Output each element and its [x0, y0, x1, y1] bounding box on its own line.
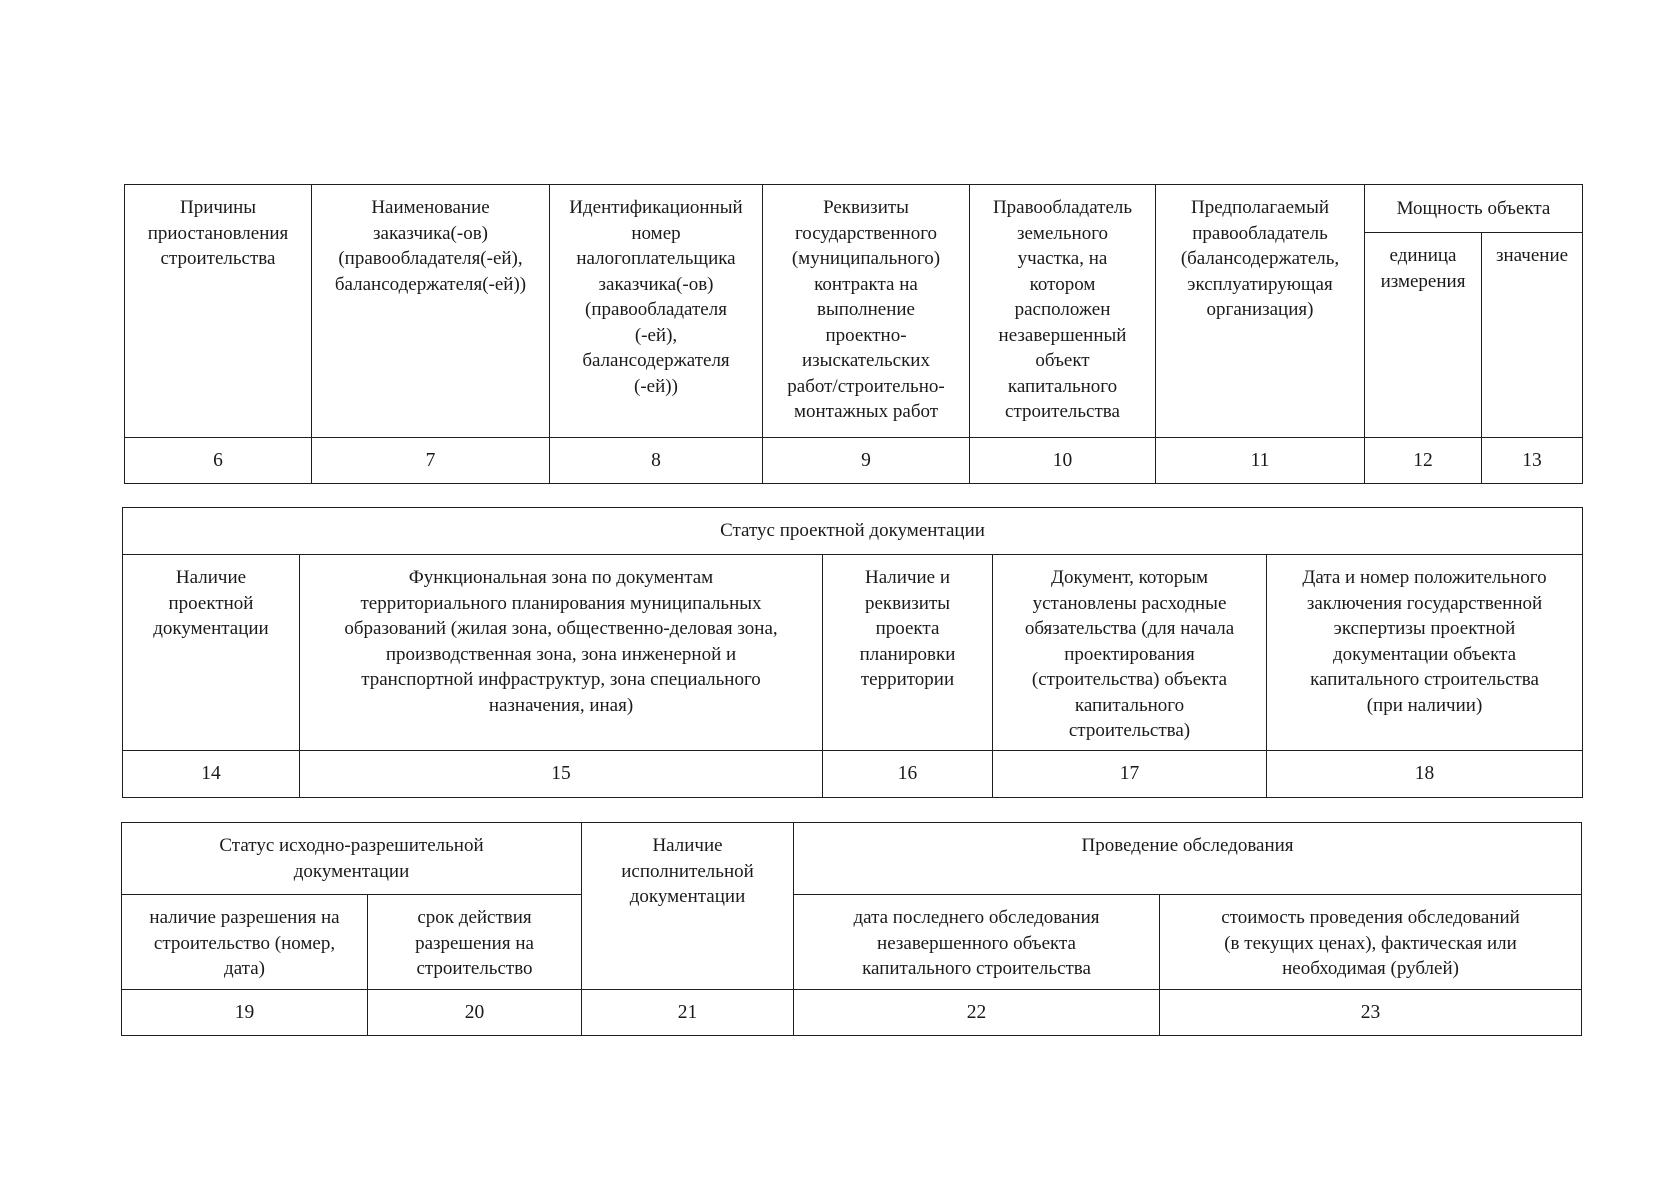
column-number: 11 — [1156, 438, 1365, 484]
header-project-doc-availability: Наличие проектной документации — [123, 555, 300, 751]
column-number: 20 — [368, 990, 582, 1036]
column-number: 18 — [1267, 751, 1583, 798]
header-functional-zone: Функциональная зона по документам территориального планирования муниципальных образований (жилая зона, общественно-деловая зона, производственная зона, зона инженерной и транспортной инфраструктур, зона специального назначения, иная) — [300, 555, 823, 751]
column-number: 16 — [823, 751, 993, 798]
header-expenditure-document: Документ, которым установлены расходные обязательства (для начала проектирования (строительства) объекта капитального строительства) — [993, 555, 1267, 751]
column-number: 8 — [550, 438, 763, 484]
column-number: 7 — [312, 438, 550, 484]
header-capacity-unit: единица измерения — [1365, 233, 1482, 438]
header-territory-plan: Наличие и реквизиты проекта планировки территории — [823, 555, 993, 751]
header-object-capacity: Мощность объекта — [1365, 185, 1583, 233]
header-last-survey-date: дата последнего обследования незавершенного объекта капитального строительства — [794, 895, 1160, 990]
column-number: 10 — [970, 438, 1156, 484]
column-number: 9 — [763, 438, 970, 484]
project-documentation-title: Статус проектной документации — [123, 508, 1583, 555]
column-number: 22 — [794, 990, 1160, 1036]
column-number: 17 — [993, 751, 1267, 798]
table-project-documentation — [122, 507, 1583, 798]
header-customer-inn: Идентификационный номер налогоплательщика заказчика(-ов) (правообладателя (-ей), балансодержателя (-ей)) — [550, 185, 763, 438]
header-capacity-value: значение — [1482, 233, 1583, 438]
column-number: 21 — [582, 990, 794, 1036]
header-expertise-conclusion: Дата и номер положительного заключения государственной экспертизы проектной документации объекта капитального строительства (при наличии) — [1267, 555, 1583, 751]
column-number: 13 — [1482, 438, 1583, 484]
header-executive-documentation: Наличие исполнительной документации — [582, 823, 794, 990]
header-survey: Проведение обследования — [794, 823, 1582, 895]
column-number: 12 — [1365, 438, 1482, 484]
header-contract-details: Реквизиты государственного (муниципального) контракта на выполнение проектно- изыскательских работ/строительно- монтажных работ — [763, 185, 970, 438]
header-suspension-reasons: Причины приостановления строительства — [125, 185, 312, 438]
table-permits-and-survey — [121, 822, 1582, 1036]
table-construction-info — [124, 184, 1583, 484]
header-land-owner: Правообладатель земельного участка, на котором расположен незавершенный объект капитального строительства — [970, 185, 1156, 438]
column-number: 14 — [123, 751, 300, 798]
column-number: 23 — [1160, 990, 1582, 1036]
header-customer-name: Наименование заказчика(-ов) (правообладателя(-ей), балансодержателя(-ей)) — [312, 185, 550, 438]
header-expected-owner: Предполагаемый правообладатель (балансодержатель, эксплуатирующая организация) — [1156, 185, 1365, 438]
column-number: 15 — [300, 751, 823, 798]
header-permit-validity: срок действия разрешения на строительство — [368, 895, 582, 990]
header-building-permit: наличие разрешения на строительство (номер, дата) — [122, 895, 368, 990]
column-number: 19 — [122, 990, 368, 1036]
header-permit-status: Статус исходно-разрешительной документации — [122, 823, 582, 895]
column-number: 6 — [125, 438, 312, 484]
header-survey-cost: стоимость проведения обследований (в текущих ценах), фактическая или необходимая (рублей) — [1160, 895, 1582, 990]
